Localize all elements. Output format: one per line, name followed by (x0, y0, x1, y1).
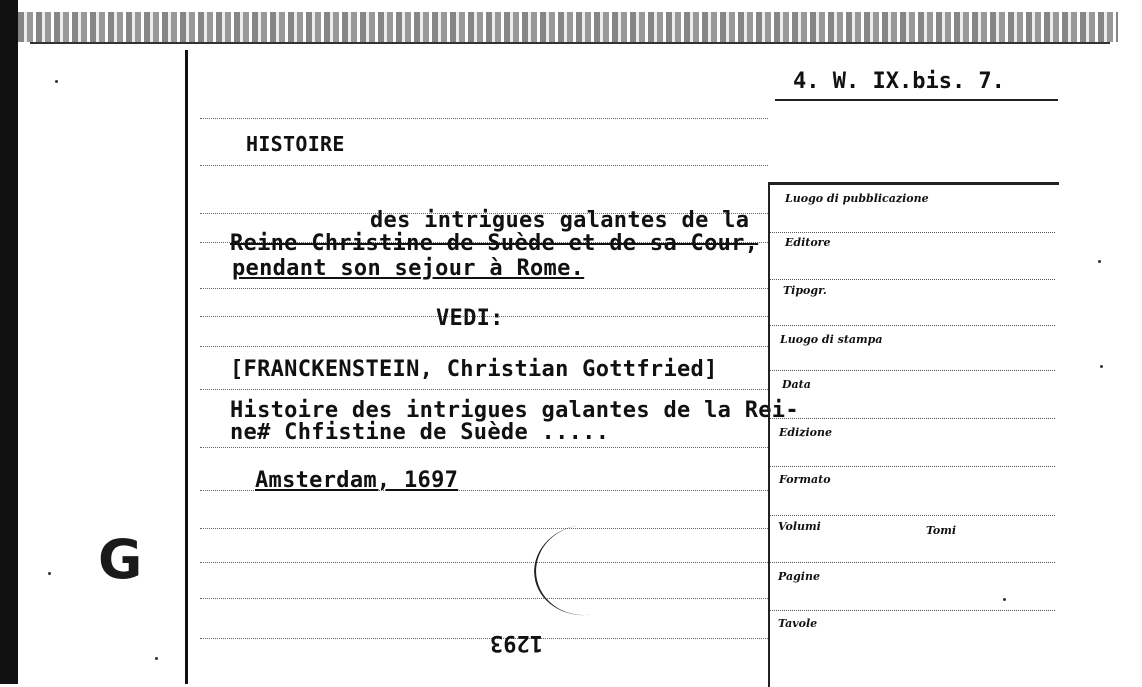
reference-title-line: Histoire des intrigues galantes de la Rei- (230, 398, 799, 423)
card-rule (200, 118, 768, 119)
field-label-edizione: Edizione (779, 426, 833, 439)
field-label-data: Data (782, 378, 811, 391)
field-label-luogo-stampa: Luogo di stampa (780, 333, 883, 346)
field-rule (770, 232, 1055, 233)
see-reference-label: VEDI: (436, 306, 504, 331)
stamp-number: 1293 (490, 630, 543, 655)
card-rule (200, 346, 768, 347)
index-letter: G (98, 528, 143, 591)
field-label-volumi: Volumi (778, 520, 821, 533)
library-stamp-circle (528, 518, 642, 621)
field-label-luogo-pubblicazione: Luogo di pubblicazione (785, 192, 929, 205)
field-rule (770, 418, 1055, 419)
card-rule (200, 638, 768, 639)
field-label-tomi: Tomi (926, 524, 957, 537)
shelfmark-underline (775, 99, 1058, 101)
scan-speck (1098, 260, 1101, 263)
title-heading: HISTOIRE (246, 132, 345, 156)
field-rule (770, 466, 1055, 467)
title-line: Reine Christine de Suède et de sa Cour, (230, 231, 759, 256)
card-top-line (30, 42, 1110, 44)
imprint: Amsterdam, 1697 (255, 468, 459, 493)
field-rule (770, 370, 1055, 371)
field-rule (770, 515, 1055, 516)
scan-speck (48, 572, 51, 575)
scan-edge (0, 0, 18, 684)
reference-title-line: ne# Chfistine de Suède ..... (230, 420, 610, 445)
field-label-tipografo: Tipogr. (783, 284, 827, 297)
title-line: des intrigues galantes de la (370, 208, 750, 233)
field-label-tavole: Tavole (778, 617, 818, 630)
card-rule (200, 562, 768, 563)
field-rule (770, 279, 1055, 280)
scan-speck (1100, 365, 1103, 368)
card-margin-line (185, 50, 188, 684)
card-top-edge (18, 12, 1118, 42)
card-rule (200, 288, 768, 289)
field-label-pagine: Pagine (778, 570, 820, 583)
field-label-formato: Formato (779, 473, 831, 486)
card-rule (200, 165, 768, 166)
shelfmark: 4. W. IX.bis. 7. (793, 69, 1005, 94)
field-rule (770, 325, 1055, 326)
field-label-editore: Editore (785, 236, 831, 249)
field-rule (770, 610, 1055, 611)
title-line: pendant son sejour à Rome. (232, 256, 585, 281)
scan-speck (155, 657, 158, 660)
card-rule (200, 598, 768, 599)
field-rule (770, 562, 1055, 563)
scan-speck (1003, 598, 1006, 601)
scan-speck (55, 80, 58, 83)
card-rule (200, 528, 768, 529)
card-rule (200, 389, 768, 390)
author-heading: [FRANCKENSTEIN, Christian Gottfried] (230, 357, 718, 382)
card-rule (200, 447, 768, 448)
